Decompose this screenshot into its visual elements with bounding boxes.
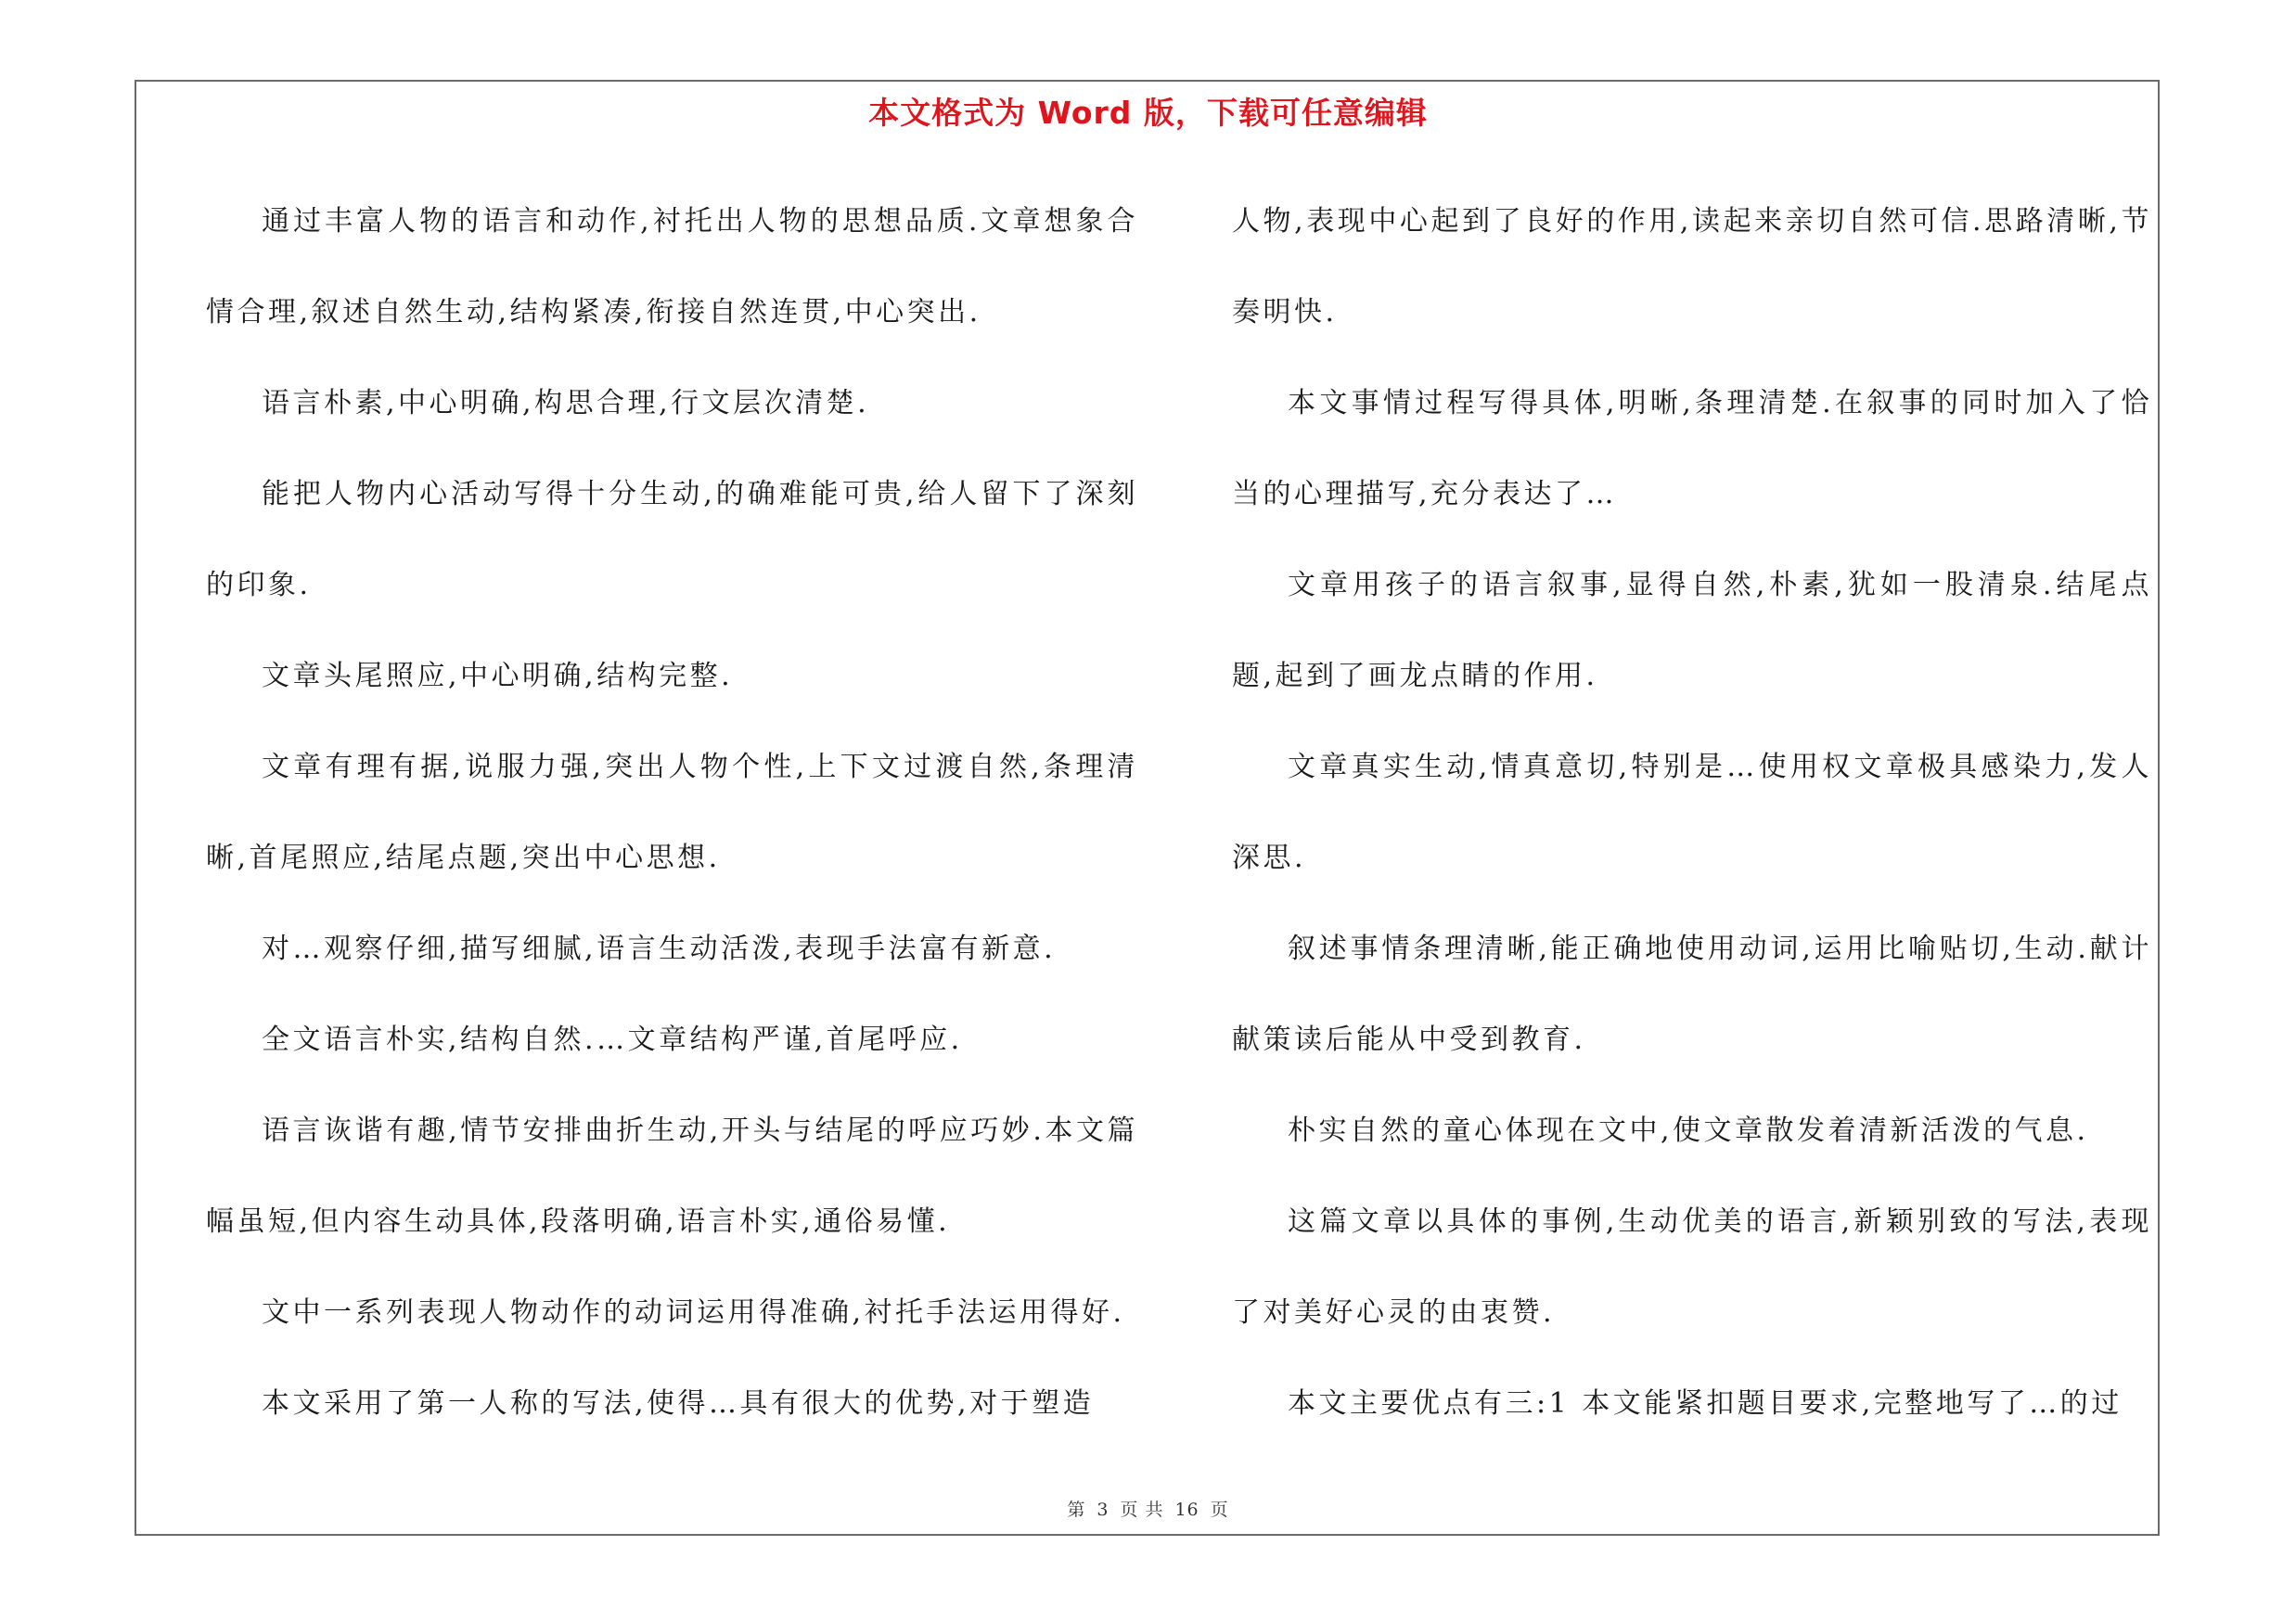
paragraph: 本文事情过程写得具体,明晰,条理清楚.在叙事的同时加入了恰当的心理描写,充分表达了… [1232,387,2152,510]
paragraph: 文章有理有据,说服力强,突出人物个性,上下文过渡自然,条理清晰,首尾照应,结尾点题,突出中心思想. [206,751,1138,874]
left-column [206,176,1138,1449]
format-banner: 本文格式为 Word 版，下载可任意编辑 [868,95,1428,131]
paragraph: 语言朴素,中心明确,构思合理,行文层次清楚. [262,387,870,419]
page-number [0,1496,2296,1521]
paragraph: 文章头尾照应,中心明确,结构完整. [262,660,734,692]
paragraph: 能把人物内心活动写得十分生动,的确难能可贵,给人留下了深刻的印象. [206,478,1138,601]
paragraph: 文章真实生动,情真意切,特别是…使用权文章极具感染力,发人深思. [1232,751,2152,874]
paragraph: 通过丰富人物的语言和动作,衬托出人物的思想品质.文章想象合情合理,叙述自然生动,结构紧凑,衔接自然连贯,中心突出. [206,205,1138,328]
page-mid: 页 共 [1120,1500,1164,1520]
paragraph: 全文语言朴实,结构自然.…文章结构严谨,首尾呼应. [262,1024,963,1056]
paragraph: 语言诙谐有趣,情节安排曲折生动,开头与结尾的呼应巧妙.本文篇幅虽短,但内容生动具体,段落明确,语言朴实,通俗易懂. [206,1114,1138,1238]
current-page: 3 [1097,1500,1110,1520]
paragraph: 叙述事情条理清晰,能正确地使用动词,运用比喻贴切,生动.献计献策读后能从中受到教育. [1232,933,2152,1056]
paragraph: 对…观察仔细,描写细腻,语言生动活泼,表现手法富有新意. [262,933,1057,965]
paragraph: 这篇文章以具体的事例,生动优美的语言,新颖别致的写法,表现了对美好心灵的由衷赞. [1232,1205,2152,1329]
page-prefix: 第 [1067,1500,1086,1520]
right-column [1232,176,2152,1449]
paragraph: 文中一系列表现人物动作的动词运用得准确,衬托手法运用得好. [262,1296,1125,1329]
paragraph-continued: 人物,表现中心起到了良好的作用,读起来亲切自然可信.思路清晰,节奏明快. [1232,205,2152,328]
paragraph: 朴实自然的童心体现在文中,使文章散发着清新活泼的气息. [1288,1114,2089,1147]
page-suffix: 页 [1210,1500,1229,1520]
paragraph: 文章用孩子的语言叙事,显得自然,朴素,犹如一股清泉.结尾点题,起到了画龙点睛的作用. [1232,569,2152,692]
total-pages: 16 [1174,1500,1199,1520]
paragraph: 本文主要优点有三:1 本文能紧扣题目要求,完整地写了…的过 [1288,1387,2123,1420]
paragraph: 本文采用了第一人称的写法,使得…具有很大的优势,对于塑造 [262,1387,1095,1420]
